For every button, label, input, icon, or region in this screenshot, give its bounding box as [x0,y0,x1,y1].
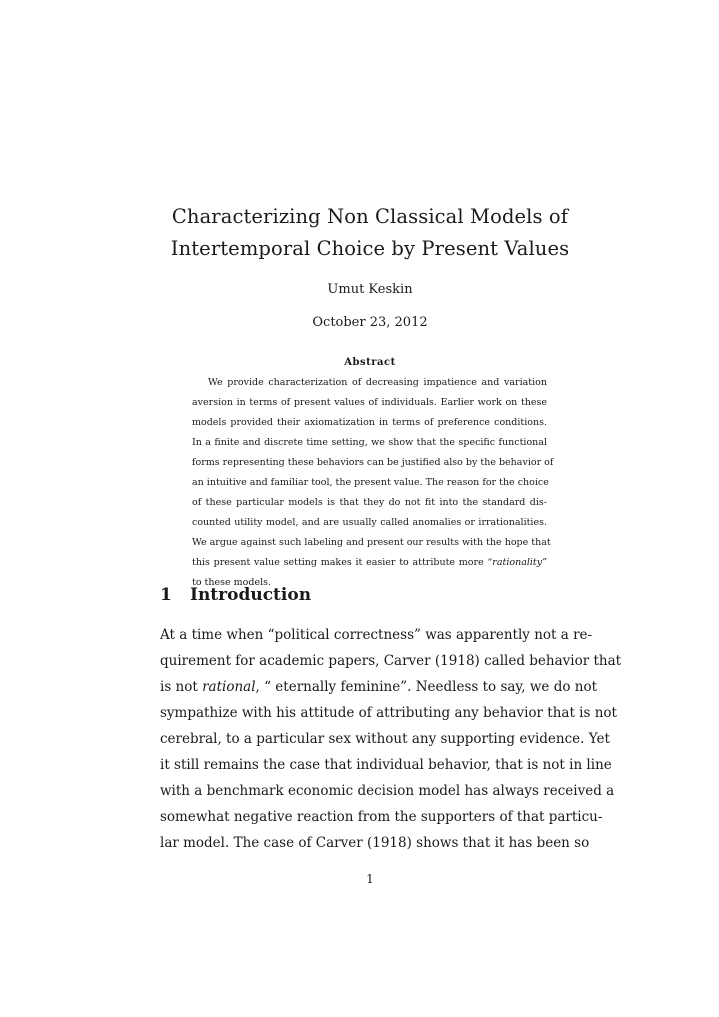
author-name: Umut Keskin [327,282,413,297]
emphasis-rational: rational [202,679,256,695]
body-line: quirement for academic papers, Carver (1918) called behavior that [160,653,622,669]
abstract-line: In a finite and discrete time setting, we show that the specific functional [192,437,547,448]
body-line: with a benchmark economic decision model has always received a [160,783,615,799]
abstract-line: of these particular models is that they do not fit into the standard dis- [192,497,547,508]
publication-date: October 23, 2012 [312,315,428,330]
abstract-line [192,556,547,569]
body-line: somewhat negative reaction from the supporters of that particu- [160,809,603,825]
body-line: At a time when “political correctness” was apparently not a re- [160,627,593,643]
page-number: 1 [366,872,374,886]
abstract-line: We provide characterization of decreasing impatience and variation [208,377,547,388]
body-line: it still remains the case that individual behavior, that is not in line [160,757,612,773]
body-line: sympathize with his attitude of attributing any behavior that is not [160,705,617,721]
body-line [160,678,597,696]
body-line: cerebral, to a particular sex without any supporting evidence. Yet [160,731,610,747]
emphasis-rationality: “rationality” [487,557,547,568]
abstract-line-text: this present value setting makes it easier to attribute more [192,557,484,568]
body-line: lar model. The case of Carver (1918) shows that it has been so [160,835,590,851]
abstract-line: an intuitive and familiar tool, the present value. The reason for the choice [192,477,549,488]
abstract-line: counted utility model, and are usually called anomalies or irrationalities. [192,517,547,528]
section-title: Introduction [190,585,312,605]
paper-title-line-2: Intertemporal Choice by Present Values [170,237,570,260]
abstract-line: forms representing these behaviors can be justified also by the behavior of [192,457,554,468]
abstract-line: We argue against such labeling and present our results with the hope that [192,537,551,548]
section-heading-introduction [160,585,311,605]
body-line-text: is not [160,679,203,695]
body-line-text: , “ eternally feminine”. Needless to say, we do not [255,679,597,695]
abstract-line: to these models. [192,577,271,588]
section-number: 1 [160,585,172,605]
paper-title-line-1: Characterizing Non Classical Models of [171,205,569,228]
abstract-line: models provided their axiomatization in terms of preference conditions. [192,417,547,428]
abstract-line: aversion in terms of present values of individuals. Earlier work on these [192,397,547,408]
abstract-heading: Abstract [344,357,396,368]
